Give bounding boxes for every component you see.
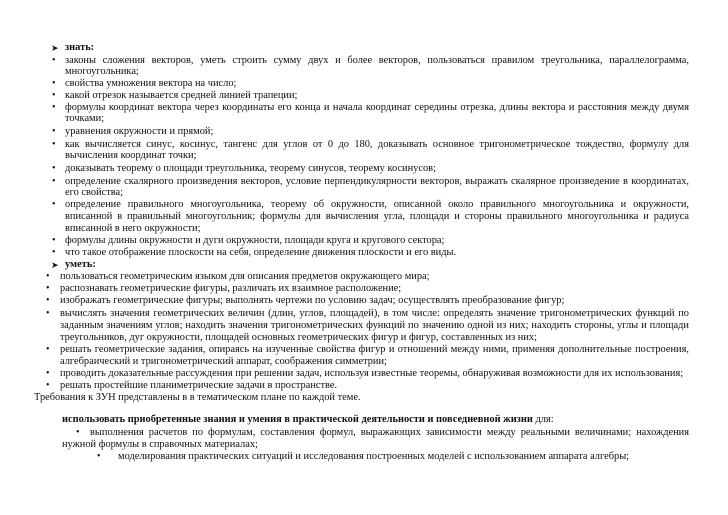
bullet-icon: •	[46, 295, 50, 306]
can-item-4-line-2: заданным значениям углов; находить значения тригонометрических функций по значению одной из них; находить стороны, углы и площади	[60, 320, 689, 331]
know-item-6-line-2: вычисления координат точки;	[65, 150, 197, 161]
can-item-2: распознавать геометрические фигуры, различать их взаимное расположение;	[60, 283, 402, 294]
know-item-9-line-3: вписанной в него окружности;	[65, 223, 201, 234]
bullet-icon: •	[52, 163, 56, 174]
bullet-icon: •	[97, 451, 101, 462]
bullet-icon: •	[52, 55, 56, 66]
know-item-3: какой отрезок называется средней линией трапеции;	[65, 90, 298, 101]
know-item-7: доказывать теорему о площади треугольника, теорему синусов, теорему косинусов;	[65, 163, 436, 174]
know-item-9-line-1: определение правильного многоугольника, теорему об окружности, описанной около правильного многоугольника и окружности,	[65, 199, 689, 210]
apply-bold-text: использовать приобретенные знания и умения в практической деятельности и повседневной жизни	[62, 414, 533, 425]
bullet-icon: •	[52, 126, 56, 137]
know-item-6-line-1: как вычисляется синус, косинус, тангенс для углов от 0 до 180, доказывать основное тригонометрическое тождество, формулу для	[65, 139, 689, 150]
bullet-icon: •	[52, 235, 56, 246]
know-item-1-line-2: многоугольника;	[65, 66, 139, 77]
bullet-icon: •	[46, 283, 50, 294]
can-header: уметь:	[65, 259, 96, 270]
apply-item-1-line-2: нужной формулы в справочных материалах;	[62, 439, 258, 450]
bullet-icon: •	[52, 102, 56, 113]
bullet-icon: •	[52, 90, 56, 101]
bullet-icon: •	[76, 427, 80, 438]
know-item-5: уравнения окружности и прямой;	[65, 126, 214, 137]
can-item-5-line-1: решать геометрические задания, опираясь на изученные свойства фигур и отношений между ними, применяя дополнительные построения,	[60, 344, 689, 355]
can-item-4-line-1: вычислять значения геометрических величин (длин, углов, площадей), в том числе: определять значение тригонометрических функций по	[60, 308, 689, 319]
can-item-7: решать простейшие планиметрические задачи в пространстве.	[60, 380, 338, 391]
bullet-icon: •	[46, 368, 50, 379]
apply-item-2: моделирования практических ситуаций и исследования построенных моделей с использованием аппарата алгебры;	[118, 451, 630, 462]
know-item-11: что такое отображение плоскости на себя, определение движения плоскости и его виды.	[65, 247, 457, 258]
apply-item-1-line-1: выполнения расчетов по формулам, составления формул, выражающих зависимости между реальными величинами; нахождения	[90, 427, 689, 438]
know-item-2: свойства умножения вектора на число;	[65, 78, 237, 89]
requirements-note: Требования к ЗУН представлены в в тематическом плане по каждой теме.	[34, 392, 361, 403]
arrow-bullet-icon: ➤	[51, 260, 59, 270]
bullet-icon: •	[52, 139, 56, 150]
bullet-icon: •	[52, 78, 56, 89]
can-item-1: пользоваться геометрическим языком для описания предметов окружающего мира;	[60, 271, 430, 282]
bullet-icon: •	[52, 199, 56, 210]
apply-paragraph	[62, 414, 554, 426]
can-item-4-line-3: треугольников, дуг окружности, площадей основных геометрических фигур и фигур, составленных из них;	[60, 332, 537, 343]
can-item-6: проводить доказательные рассуждения при решении задач, используя известные теоремы, обнаруживая возможности для их использования;	[60, 368, 684, 379]
bullet-icon: •	[52, 176, 56, 187]
know-item-1-line-1: законы сложения векторов, уметь строить сумму двух и более векторов, пользоваться правилом треугольника, параллелограмма,	[65, 55, 689, 66]
arrow-bullet-icon: ➤	[51, 43, 59, 53]
know-item-9-line-2: вписанной в правильный многоугольник; формулы для вычисления угла, площади и стороны правильного многоугольника и радиуса	[65, 211, 689, 222]
know-header: знать:	[65, 42, 95, 53]
know-item-10: формулы длины окружности и дуги окружности, площади круга и кругового сектора;	[65, 235, 445, 246]
know-item-8-line-1: определение скалярного произведения векторов, условие перпендикулярности векторов, выражать скалярное произведение в координатах,	[65, 176, 689, 187]
bullet-icon: •	[46, 380, 50, 391]
can-item-5-line-2: алгебраический и тригонометрический аппарат, соображения симметрии;	[60, 356, 387, 367]
bullet-icon: •	[52, 247, 56, 258]
know-item-4-line-1: формулы координат вектора через координаты его конца и начала координат середины отрезка, длины вектора и расстояния между двумя	[65, 102, 689, 113]
know-item-4-line-2: точками;	[65, 113, 105, 124]
bullet-icon: •	[46, 308, 50, 319]
bullet-icon: •	[46, 271, 50, 282]
bullet-icon: •	[46, 344, 50, 355]
can-item-3: изображать геометрические фигуры; выполнять чертежи по условию задач; осуществлять преобразование фигур;	[60, 295, 565, 306]
apply-tail-text: для:	[532, 414, 554, 425]
know-item-8-line-2: его свойства;	[65, 187, 124, 198]
